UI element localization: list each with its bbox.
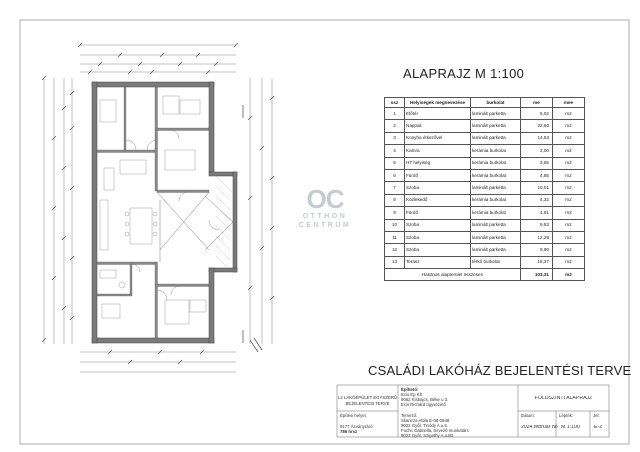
drawing-content: FÖLDSZINTI ALAPRAJZ xyxy=(534,396,593,401)
room-area: 12,29 xyxy=(521,231,553,243)
room-table-row xyxy=(385,182,585,194)
room-table-row xyxy=(385,132,585,144)
room-unit: m2 xyxy=(553,157,585,169)
room-table-row xyxy=(385,219,585,231)
room-number: 8 xyxy=(385,194,405,206)
room-table-row xyxy=(385,231,585,243)
room-name: Közlekedő xyxy=(405,194,471,206)
room-unit: m2 xyxy=(553,108,585,120)
room-table-row xyxy=(385,207,585,219)
site-line-2: 786 hrsz xyxy=(340,429,358,434)
room-name: Kamra xyxy=(405,145,471,157)
total-unit: m2 xyxy=(553,269,585,281)
room-flooring: kerámia burkolat xyxy=(471,169,521,181)
room-table-row xyxy=(385,145,585,157)
room-flooring: laminált parketta xyxy=(471,219,521,231)
site-label: Építési helyei: xyxy=(340,413,367,418)
room-table-row xyxy=(385,120,585,132)
project-line-2: BEJELENTÉSI TERVE xyxy=(345,401,390,406)
room-number: 5 xyxy=(385,157,405,169)
designer-line-2: 9022 Győr, Tinódy A.u.6. xyxy=(401,423,449,428)
room-schedule-table xyxy=(384,97,585,281)
room-area: 10,01 xyxy=(521,182,553,194)
room-area: 18,37 xyxy=(521,256,553,268)
room-unit: m2 xyxy=(553,244,585,256)
room-number: 13 xyxy=(385,256,405,268)
room-table-row xyxy=(385,244,585,256)
sheet-number: É-2 xyxy=(594,425,603,430)
room-number: 7 xyxy=(385,182,405,194)
dimension-ticks xyxy=(42,43,274,364)
room-name: Előtér xyxy=(405,108,471,120)
room-table-row xyxy=(385,157,585,169)
room-number: 9 xyxy=(385,207,405,219)
watermark-line-2: CENTRUM xyxy=(298,222,352,229)
designer-line-3: Fuchs Gabriella, tervező munkatárs xyxy=(401,428,469,433)
room-number: 2 xyxy=(385,120,405,132)
room-unit: m2 xyxy=(553,219,585,231)
room-area: 3,65 xyxy=(521,157,553,169)
room-flooring: laminált parketta xyxy=(471,182,521,194)
room-number: 3 xyxy=(385,132,405,144)
date-label: Dátum: xyxy=(521,413,535,418)
room-table-row xyxy=(385,194,585,206)
designer-line-4: 9023 Győr, Szigethy A.u.80. xyxy=(401,433,455,438)
room-unit: m2 xyxy=(553,256,585,268)
room-area: 22,60 xyxy=(521,120,553,132)
room-number: 12 xyxy=(385,244,405,256)
room-name: Szoba xyxy=(405,231,471,243)
room-flooring: laminált parketta xyxy=(471,231,521,243)
door-swings xyxy=(126,130,219,300)
room-unit: m2 xyxy=(553,169,585,181)
room-area: 5,02 xyxy=(521,108,553,120)
header-room-name: Helyiségek megnevezése xyxy=(405,98,471,108)
otthon-centrum-watermark xyxy=(294,186,356,230)
date-value: 2024.február hó xyxy=(521,425,558,430)
room-table-header xyxy=(385,98,585,108)
room-area: 4,61 xyxy=(521,207,553,219)
total-label: Hasznos alapterület összesen xyxy=(385,269,521,281)
room-flooring: laminált parketta xyxy=(471,244,521,256)
room-name: Terasz xyxy=(405,256,471,268)
room-area: 4,85 xyxy=(521,169,553,181)
dimension-lines xyxy=(44,45,272,372)
room-flooring: laminált parketta xyxy=(471,108,521,120)
room-flooring: kerámia burkolat xyxy=(471,194,521,206)
total-value: 103,31 xyxy=(521,269,553,281)
room-name: HT helyiség xyxy=(405,157,471,169)
section-marks xyxy=(243,105,262,352)
room-number: 11 xyxy=(385,231,405,243)
scale-value: M 1:100 xyxy=(561,425,580,430)
room-unit: m2 xyxy=(553,231,585,243)
plan-title: ALAPRAJZ M 1:100 xyxy=(403,66,525,81)
room-unit: m2 xyxy=(553,207,585,219)
designer-line-1: Skaricza Attila É-08-0548 xyxy=(401,418,450,423)
room-unit: m2 xyxy=(553,194,585,206)
designer-label: Tervező: xyxy=(401,413,418,418)
header-flooring: burkolat xyxy=(471,98,521,108)
header-area: me xyxy=(521,98,553,108)
room-name: Nappali xyxy=(405,120,471,132)
room-flooring: kerámia burkolat xyxy=(471,145,521,157)
builder-line-2: 9062 Kisbajcs, Béke u 3. xyxy=(401,397,449,402)
project-line-1: L2 LAKÓÉPÜLET EGYSZERŰ xyxy=(338,395,397,400)
room-name: Szoba xyxy=(405,244,471,256)
room-flooring: kerámia burkolat xyxy=(471,157,521,169)
room-flooring: laminált parketta xyxy=(471,132,521,144)
room-unit: m2 xyxy=(553,182,585,194)
room-name: Fürdő xyxy=(405,207,471,219)
sheet-title: CSALÁDI LAKÓHÁZ BEJELENTÉSI TERVE xyxy=(368,363,632,378)
room-area: 2,00 xyxy=(521,145,553,157)
room-number: 4 xyxy=(385,145,405,157)
room-table-row xyxy=(385,169,585,181)
room-flooring: térkő burkolat xyxy=(471,256,521,268)
builder-line-1: Ecis Ép Kft xyxy=(401,392,423,397)
room-unit: m2 xyxy=(553,132,585,144)
room-area: 14,53 xyxy=(521,132,553,144)
header-ssz: ssz xyxy=(385,98,405,108)
builder-label: Építtető: xyxy=(401,387,419,392)
room-table-row xyxy=(385,108,585,120)
room-unit: m2 xyxy=(553,145,585,157)
sheet-number-label: Jel: xyxy=(593,413,600,418)
room-name: Szoba xyxy=(405,182,471,194)
room-unit: m2 xyxy=(553,120,585,132)
room-name: Konyha étkezővel xyxy=(405,132,471,144)
room-name: Szoba xyxy=(405,219,471,231)
builder-line-3: Ecis Richárd ügyvezető xyxy=(401,402,446,407)
room-flooring: laminált parketta xyxy=(471,120,521,132)
room-area: 9,53 xyxy=(521,219,553,231)
hatched-areas xyxy=(216,176,230,268)
room-flooring: kerámia burkolat xyxy=(471,207,521,219)
room-area: 4,32 xyxy=(521,194,553,206)
room-area: 9,90 xyxy=(521,244,553,256)
interior-walls xyxy=(97,87,209,338)
watermark-mark: OC xyxy=(306,184,344,214)
room-number: 6 xyxy=(385,169,405,181)
scale-label: Lépték: xyxy=(559,413,574,418)
room-name: Fürdő xyxy=(405,169,471,181)
room-table-total-row xyxy=(385,269,585,281)
room-table-row xyxy=(385,256,585,268)
room-number: 1 xyxy=(385,108,405,120)
watermark-line-1: OTTHON xyxy=(302,213,348,220)
header-unit: mee xyxy=(553,98,585,108)
room-number: 10 xyxy=(385,219,405,231)
site-line-1: 9177 Ásványráró xyxy=(340,424,373,429)
